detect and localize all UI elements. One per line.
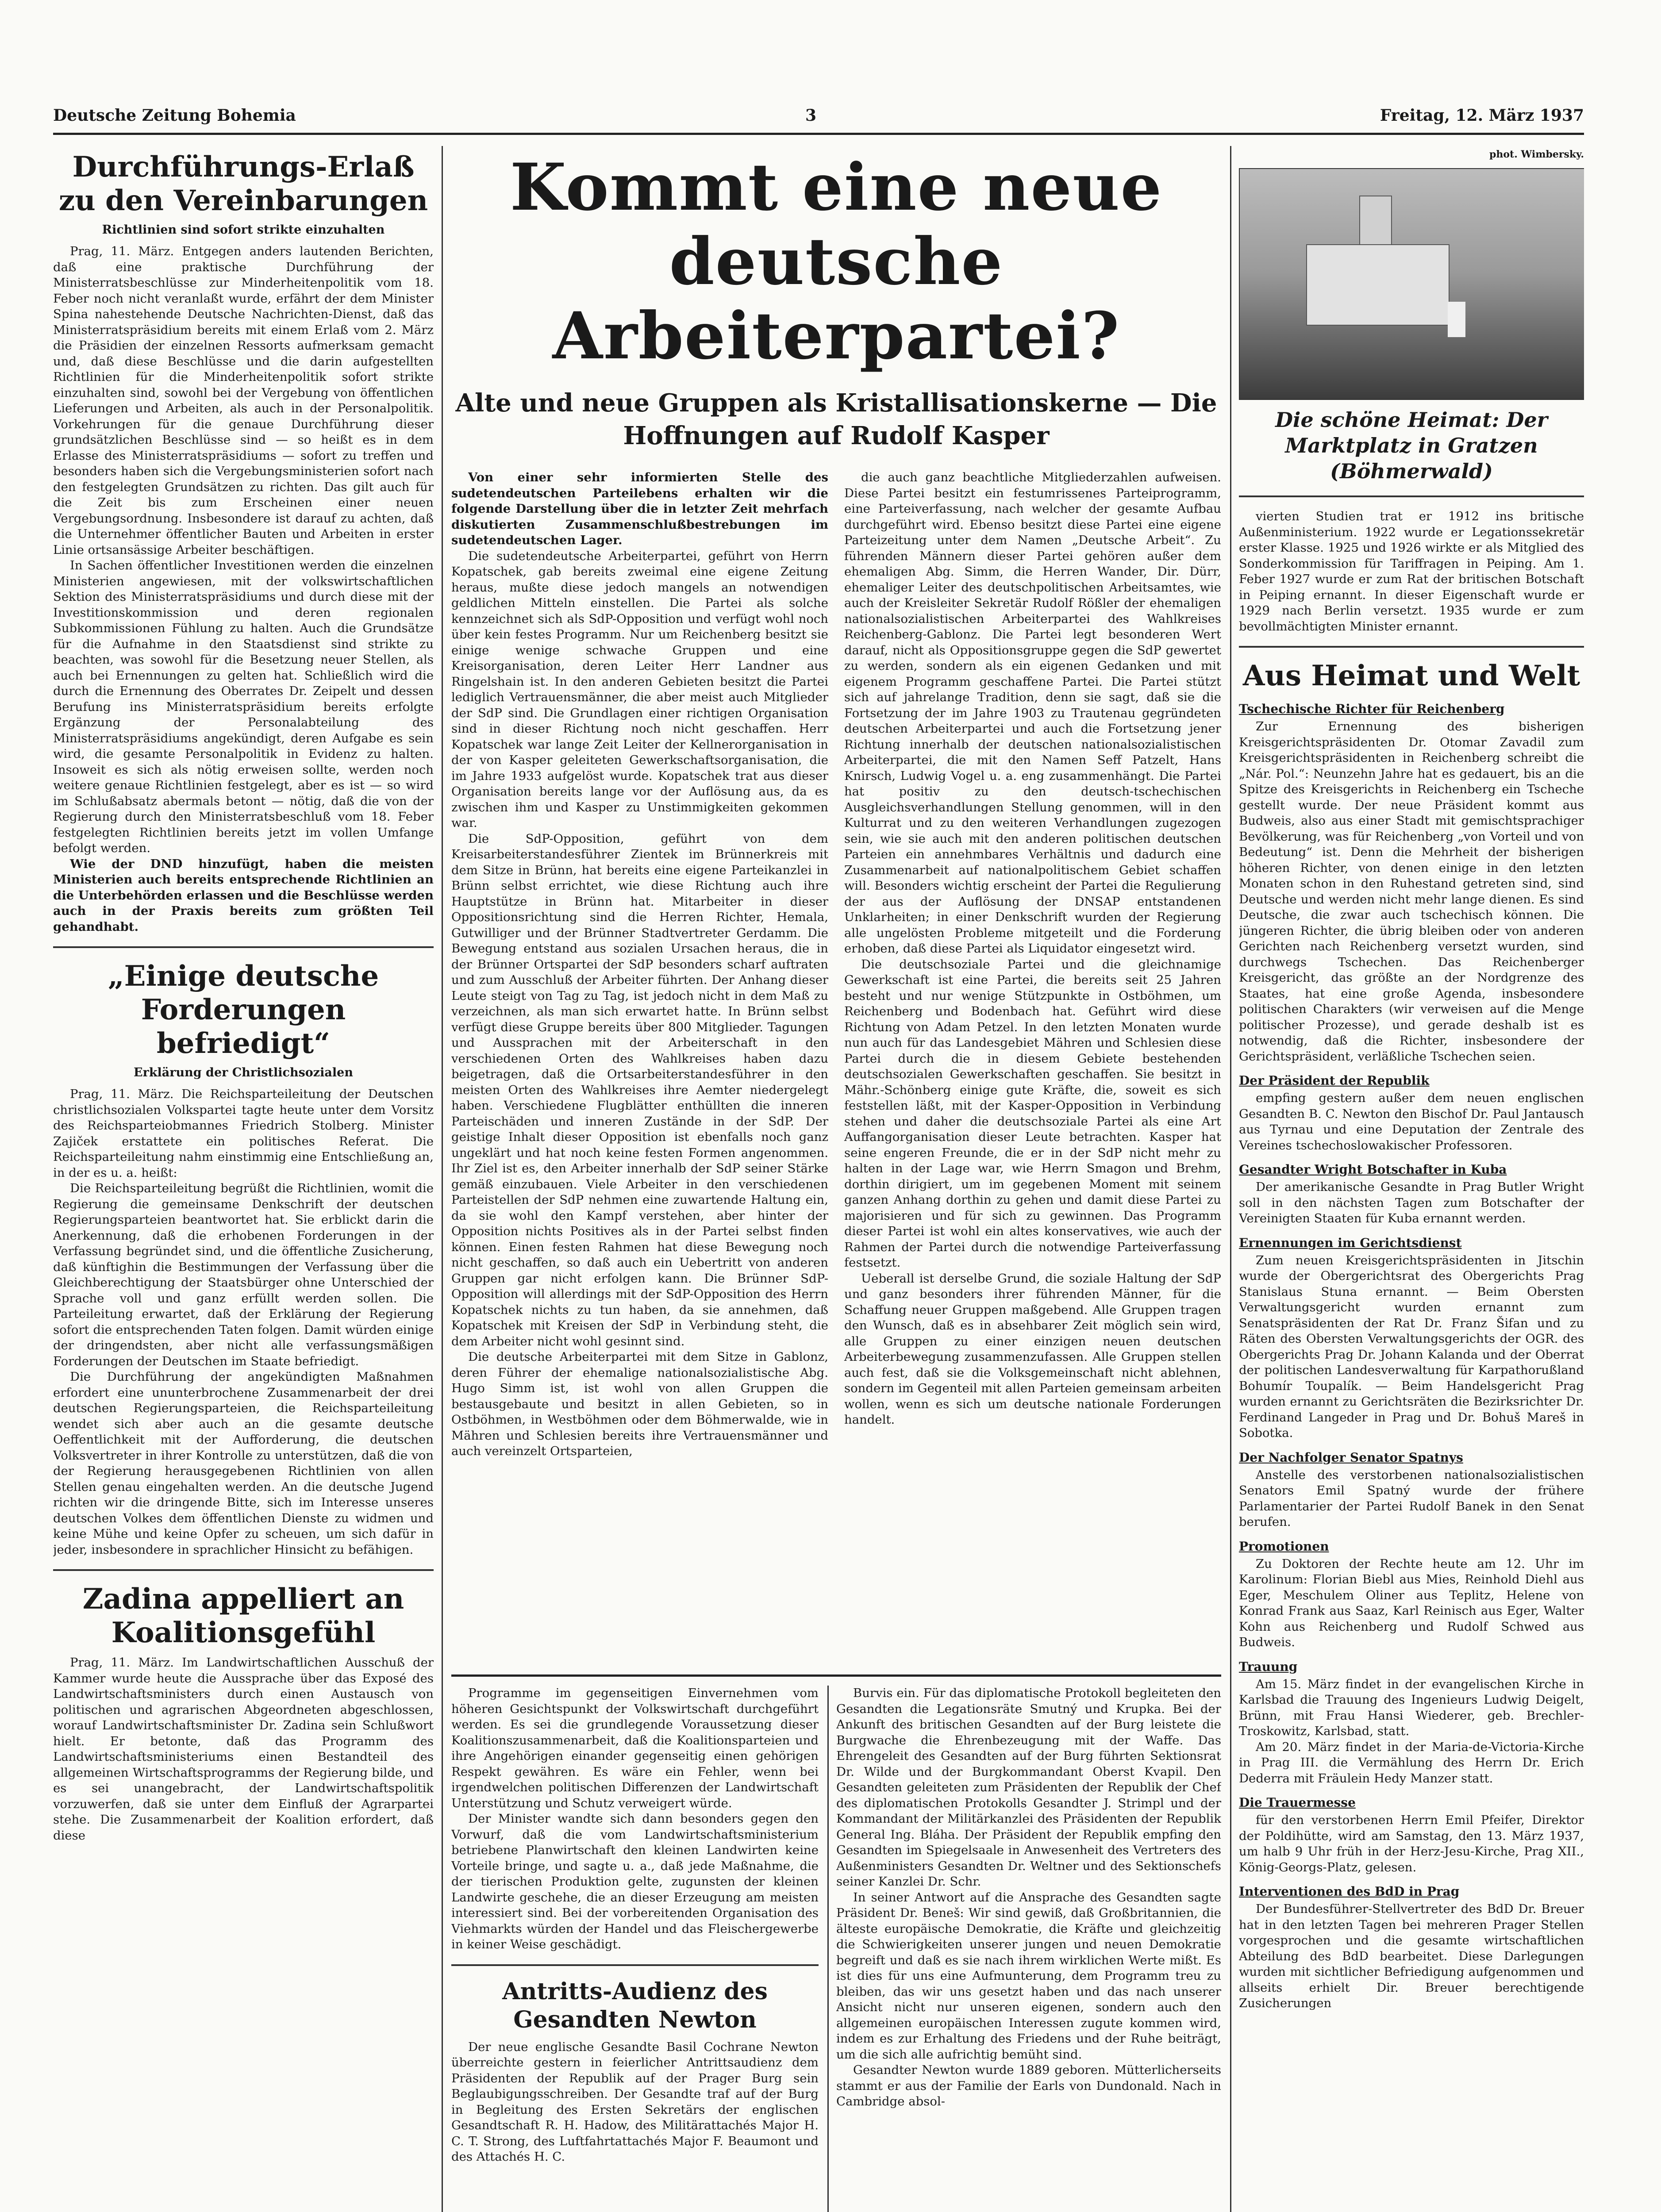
divider: [1239, 495, 1584, 497]
photo-tower: [1359, 196, 1392, 250]
article-paragraph: Die deutschsoziale Partei und die gleichnamige Gewerkschaft ist eine Partei, die bereits seit 25 Jahren besteht und nur wenige Stützpunkte in Ostböhmen, um Reichenberg und Bodenbach hat. Geführt wird diese Richtung von Adam Petzel. In den letzten Monaten wurde nun auch für das Landesgebiet Mähren und Schlesien diese Partei durch die in diesem Gebiete bestehenden deutschsozialen Gewerkschaften geschaffen. Sie besitzt in Mähr.-Schönberg einige gute Kräfte, die, soweit es sich feststellen läßt, mit der Kasper-Opposition in Verbindung stehen und daher die deutschsoziale Partei als eine Art Auffangorganisation dieser Leute betrachten. Kasper hat seine engeren Freunde, die er in der SdP nicht mehr zu halten in der Lage war, wie Herrn Smagon und Brehm, dorthin dirigiert, um im gegebenen Moment mit seinem ganzen Anhang dorthin zu gehen und damit diese Partei zu majorisieren und für sich zu gewinnen. Das Programm dieser Partei ist wohl ein altes konservatives, wie auch der Rahmen der Partei durch die notwendige Parteiverfassung festsetzt.: [844, 957, 1221, 1270]
article-paragraph: Ueberall ist derselbe Grund, die soziale Haltung der SdP und ganz besonders ihrer führenden Männer, für die Schaffung neuer Gruppen maßgebend. Alle Gruppen tragen den Wunsch, daß es in absehbarer Zeit möglich sein wird, alle Gruppen zu einer einzigen neuen deutschen Arbeiterbewegung zusammenzufassen. Alle Gruppen stellen auch fest, daß sie die Volksgemeinschaft nicht ablehnen, sondern im Gegenteil mit allen Parteien gemeinsam arbeiten wollen, wenn es sich um deutsche nationale Forderungen handelt.: [844, 1271, 1221, 1427]
article-paragraph: Der neue englische Gesandte Basil Cochrane Newton überreichte gestern in feierlicher Antrittsaudienz dem Präsidenten der Republik auf der Prager Burg sein Beglaubigungsschreiben. Der Gesandte traf auf der Burg in Begleitung des Ersten Sekretärs der englischen Gesandtschaft R. H. Hadow, des Militärattachés Major H. C. T. Strong, des Luftfahrtattachés Major F. Beaumont und des Attachés H. C.: [451, 2039, 819, 2164]
news-item-head: Interventionen des BdD in Prag: [1239, 1884, 1460, 1899]
news-item-text: Am 15. März findet in der evangelischen Kirche in Karlsbad die Trauung des Ingenieurs Ludwig Deigelt, Brünn, mit Frau Hansi Wiederer, geb. Brechler-Troskowitz, Karlsbad, statt.: [1239, 1677, 1584, 1738]
article-paragraph: Prag, 11. März. Die Reichsparteileitung der Deutschen christlichsozialen Volkspartei tagte heute unter dem Vorsitz des Reichsparteiobmannes Friedrich Stolberg. Minister Zajiček erstattete ein politisches Referat. Die Reichsparteileitung nahm einstimmig eine Entschließung an, in der es u. a. heißt:: [53, 1087, 434, 1180]
article-paragraph: Prag, 11. März. Im Landwirtschaftlichen Ausschuß der Kammer wurde heute die Aussprache über das Exposé des Landwirtschaftsministers durch einen Austausch von politischen und agrarischen Abgeordneten abgeschlossen, worauf Landwirtschaftsminister Dr. Zadina sein Schlußwort hielt. Er betonte, daß das Programm des Landwirtschaftsministeriums einen Bestandteil des allgemeinen Wirtschaftsprogramms der Regierung bilde, und es sei unangebracht, der Landwirtschaftspolitik vorzuwerfen, daß sie unter dem Einfluß der Agrarpartei stehe. Die Zusammenarbeit der Koalition erfordert, daß diese: [53, 1655, 434, 1843]
feature-article: [451, 146, 1221, 1663]
article-paragraph: Die sudetendeutsche Arbeiterpartei, geführt von Herrn Kopatschek, gab bereits zweimal eine eigene Zeitung heraus, mußte diese jedoch mangels an notwendigen geldlichen Mitteln einstellen. Die Partei als solche kennzeichnet sich als SdP-Opposition und verfügt wohl noch über kein festes Programm. Nur um Reichenberg besitzt sie einige wenige schwache Gruppen und eine Kreisorganisation, deren Leiter Herr Landner aus Ringelshain ist. In den anderen Gebieten besitzt die Partei lediglich Vertrauensmänner, die aber meist auch Mitglieder der SdP sind. Die Grundlagen einer richtigen Organisation sind in dieser Richtung noch nicht geschaffen. Herr Kopatschek war lange Zeit Leiter der Kellnerorganisation in der von Kasper geleiteten Gewerkschaftsorganisation, die im Jahre 1933 aufgelöst wurde. Kopatschek trat aus dieser Organisation bereits lange vor der Auflösung aus, da es zwischen ihm und Kasper zu Unstimmigkeiten gekommen war.: [451, 549, 828, 830]
photo-building: [1306, 244, 1450, 326]
news-item-text: Anstelle des verstorbenen nationalsozialistischen Senators Emil Spatný wurde der frühere Parlamentarier der Partei Rudolf Banek in den Senat berufen.: [1239, 1467, 1584, 1529]
news-item-head: Der Präsident der Republik: [1239, 1073, 1430, 1088]
news-item-text: Zum neuen Kreisgerichtspräsidenten in Jitschin wurde der Obergerichtsrat des Obergerichts Prag Stanislaus Stuna ernannt. — Beim Obersten Verwaltungsgericht wurden ernannt zum Senatspräsidenten der Rat Dr. Franz Šifan und zu Räten des Obersten Verwaltungsgerichts der OGR. des Obergerichts Prag Dr. Johann Kalanda und der Oberrat der politischen Landesverwaltung für Karpathorußland Bohumír Toupalík. — Beim Handelsgericht Prag wurden ernannt zu Gerichtsräten die Bezirksrichter Dr. Ferdinand Langeder in Prag und Dr. Bohuš Mareš in Sobotka.: [1239, 1253, 1584, 1440]
news-item-text: Zur Ernennung des bisherigen Kreisgerichtspräsidenten Dr. Otomar Zavadil zum Kreisgerichtspräsidenten in Reichenberg schreibt die „Nár. Pol.“: Neunzehn Jahre hat es gedauert, bis an die Spitze des Kreisgerichts in Reichenberg ein Tscheche gestellt wurde. Der neue Präsident kommt aus Budweis, also aus einer Stadt mit gemischtsprachiger Bevölkerung, was für Reichenberg „von Vorteil und von Bedeutung“ ist. Denn die Mehrheit der bisherigen höheren Richter, von denen einige in den letzten Monaten schon in den Ruhestand getreten sind, sind Deutsche und werden nicht mehr lange dienen. Es sind Deutsche, die zwar auch tschechisch können. Die jüngeren Richter, die übrig bleiben oder von anderen Gerichten nach Reichenberg versetzt wurden, sind durchwegs Tschechen. Das Reichenberger Kreisgericht, das größte an der Nordgrenze des Staates, hat eine große Agenda, insbesondere politischen Charakters (wir verweisen auf die Menge politischer Prozesse), und gerade deshalb ist es notwendig, daß die Richter, insbesondere der Gerichtspräsident, verläßliche Tschechen seien.: [1239, 719, 1584, 1064]
article-paragraph: Gesandter Newton wurde 1889 geboren. Mütterlicherseits stammt er aus der Familie der Earls von Dundonald. Nach in Cambridge absol-: [836, 2063, 1221, 2108]
news-item-head: Promotionen: [1239, 1539, 1329, 1554]
feature-subcolumn-right: [844, 470, 1221, 1459]
news-item-head: Die Trauermesse: [1239, 1795, 1356, 1810]
lower-left-block: [451, 1686, 819, 2212]
news-item-text: Der amerikanische Gesandte in Prag Butler Wright soll in den nächsten Tagen zum Botschafter der Vereinigten Staaten für Kuba ernannt werden.: [1239, 1180, 1584, 1225]
article-paragraph: Der Minister wandte sich dann besonders gegen den Vorwurf, daß die vom Landwirtschaftsministerium betriebene Planwirtschaft den kleinen Landwirten keine Vorteile bringe, und sagte u. a., daß jede Maßnahme, die der tierischen Produktion gelte, zugunsten der kleinen Landwirte geschehe, die an dieser Erzeugung am meisten interessiert sind. Bei der vorbereitenden Organisation des Viehmarkts würden der Handel und das Fleischergewerbe in keiner Weise geschädigt.: [451, 1812, 819, 1951]
issue-date: Freitag, 12. März 1937: [1380, 106, 1584, 125]
divider: [451, 1964, 819, 1966]
article-kicker: Erklärung der Christlichsozialen: [134, 1066, 353, 1079]
article-paragraph: Die deutsche Arbeiterpartei mit dem Sitze in Gablonz, deren Führer der ehemalige nationalsozialistische Abg. Hugo Simm ist, ist wohl von allen Gruppen die bestausgebaute und besitzt in allen Gebieten, so in Ostböhmen, in Westböhmen oder dem Böhmerwalde, wie in Mähren und Schlesien bereits ihre Vertrauensmänner und auch vereinzelt Ortsparteien,: [451, 1350, 828, 1458]
news-item-text: für den verstorbenen Herrn Emil Pfeifer, Direktor der Poldihütte, wird am Samstag, den 13. März 1937, um halb 9 Uhr früh in der Herz-Jesu-Kirche, Prag XII., König-Georgs-Platz, gelesen.: [1239, 1813, 1584, 1874]
photo-caption: Die schöne Heimat: Der Marktplatz in Gratzen (Böhmerwald): [1275, 408, 1548, 483]
news-item-head: Ernennungen im Gerichtsdienst: [1239, 1235, 1462, 1250]
article-title: „Einige deutsche Forderungen befriedigt“: [108, 960, 379, 1060]
article-paragraph: Wie der DND hinzufügt, haben die meisten Ministerien auch bereits entsprechende Richtlinien an die Unterbehörden erlassen und die Beschlüsse werden auch in der Praxis bereits zum größten Teil gehandhabt.: [53, 856, 434, 934]
news-item-head: Der Nachfolger Senator Spatnys: [1239, 1450, 1463, 1465]
article-paragraph: Programme im gegenseitigen Einvernehmen vom höheren Gesichtspunkt der Volkswirtschaft durchgeführt werden. Es sei die grundlegende Voraussetzung dieser Koalitionszusammenarbeit, daß die Koalitionsparteien und ihre Angehörigen einander gegenseitig einen gehörigen Respekt gewähren. Es wäre ein Fehler, wenn bei irgendwelchen politischen Differenzen der Landwirtschaft Unterstützung und Schutz verweigert würde.: [451, 1686, 819, 1810]
photo-credit: phot. Wimbersky.: [1489, 149, 1584, 160]
article-paragraph: Prag, 11. März. Entgegen anders lautenden Berichten, daß eine praktische Durchführung der Ministerratsbeschlüsse zur Minderheitenpolitik vom 18. Feber noch nicht veranlaßt wurde, erfährt der dem Minister Spina nahestehende Deutsche Nachrichten-Dienst, daß das Ministerratspräsidium bereits mit einem Erlaß vom 2. März die Präsidien der einzelnen Ressorts aufmerksam gemacht und, daß diese Beschlüsse und die darin aufgestellten Richtlinien für die Minderheitenpolitik sofort strikte einzuhalten sind, sowohl bei der Vergebung von öffentlichen Lieferungen und Arbeiten, als auch in der Personalpolitik. Vorkehrungen für die genaue Durchführung dieser grundsätzlichen Beschlüsse sind — so heißt es in dem Erlasse des Ministerratspräsidiums — sofort zu treffen und besonders haben sich die Vergebungsministerien sofort nach den festgelegten Grundsätzen zu richten. Das gilt auch für die Zeit bis zum Erscheinen einer neuen Vergebungsordnung. Insbesondere ist darauf zu achten, daß die Unternehmer öffentlicher Bauten und Arbeiten in erster Linie ortsansässige Arbeiter beschäftigen.: [53, 244, 434, 557]
page-number: 3: [805, 106, 817, 125]
article-intro: Von einer sehr informierten Stelle des sudetendeutschen Parteilebens erhalten wir die folgende Darstellung über die in letzter Zeit mehrfach diskutierten Zusammenschlußbestrebungen im sudetendeutschen Lager.: [451, 470, 828, 547]
feature-subheadline: Alte und neue Gruppen als Kristallisationskerne — Die Hoffnungen auf Rudolf Kasper: [455, 388, 1217, 450]
column-rule: [442, 146, 443, 2212]
column-rule: [1230, 146, 1231, 2212]
masthead-name: Deutsche Zeitung Bohemia: [53, 106, 296, 125]
article-paragraph: Die Reichsparteileitung begrüßt die Richtlinien, womit die Regierung die gemeinsame Denkschrift der deutschen Regierungsparteien beantwortet hat. Sie erblickt darin die Anerkennung, daß die erhobenen Forderungen in der Verfassung begründet sind, und die öffentliche Zusicherung, daß künftighin die Bestimmungen der Verfassung über die Gleichberechtigung der Staatsbürger ohne Unterschied der Sprache voll und ganz erfüllt werden sollen. Die Parteileitung erwartet, daß der Erklärung der Regierung sofort die entsprechenden Taten folgen. Damit würden einige der dringendsten, aber nicht alle verfassungsmäßigen Forderungen der Deutschen im Staate befriedigt.: [53, 1181, 434, 1368]
divider: [53, 1569, 434, 1571]
feature-headline: Kommt eine neue deutsche Arbeiterpartei?: [510, 150, 1163, 374]
article-paragraph: Burvis ein. Für das diplomatische Protokoll begleiteten den Gesandten die Legationsräte Smutný und Krupka. Bei der Ankunft des britischen Gesandten auf der Burg leistete die Burgwache die Ehrenbezeugung mit der Waffe. Das Ehrengeleit des Gesandten auf der Burg führten Sektionsrat Dr. Wilde und der Burgkommandant Oberst Kvapil. Den Gesandten geleiteten zum Präsidenten der Republik der Chef des diplomatischen Protokolls Gesandter J. Strimpl und der Kommandant der Militärkanzlei des Präsidenten der Republik General Ing. Bláha. Der Präsident der Republik empfing den Gesandten im Spiegelsaale in Anwesenheit des Vertreters des Außenministers Gesandten Dr. Weltner und des Sektionschefs seiner Kanzlei Dr. Schr.: [836, 1686, 1221, 1889]
feature-body: [451, 470, 1221, 1459]
article-paragraph: In seiner Antwort auf die Ansprache des Gesandten sagte Präsident Dr. Beneš: Wir sind gewiß, daß Großbritannien, die älteste europäische Demokratie, die Kräfte und gleichzeitig die Schwierigkeiten unserer jungen und neuen Demokratie begreift und daß es sie nach ihrem wirklichen Werte mißt. Es ist dies für uns eine Aufmunterung, dem Programm treu zu bleiben, das wir uns gesetzt haben und das nach unserer Ansicht nicht nur unseren eigenen, sondern auch den allgemeinen europäischen Interessen zugute kommen wird, indem es zur Erhaltung des Friedens und der Ruhe beiträgt, um die sich alle aufrichtig bemüht sind.: [836, 1890, 1221, 2062]
news-item-head: Tschechische Richter für Reichenberg: [1239, 702, 1505, 716]
article-title: Zadina appelliert an Koalitionsgefühl: [82, 1582, 404, 1649]
section-rule: [451, 1674, 1221, 1677]
left-column: [53, 146, 434, 2212]
divider: [53, 946, 434, 948]
article-title: Durchführungs-Erlaß zu den Vereinbarungen: [58, 150, 428, 217]
news-item-head: Trauung: [1239, 1659, 1298, 1674]
news-item-head: Gesandter Wright Botschafter in Kuba: [1239, 1162, 1507, 1177]
right-column: [1239, 146, 1584, 2212]
news-item-text: Zu Doktoren der Rechte heute am 12. Uhr im Karolinum: Florian Biebl aus Mies, Reinhold Diehl aus Eger, Meschulem Oliner aus Teplitz, Helene von Konrad Frank aus Saaz, Karl Reinisch aus Eger, Walter Kohn aus Reichenberg und Rudolf Schwed aus Budweis.: [1239, 1556, 1584, 1649]
article-paragraph: vierten Studien trat er 1912 ins britische Außenministerium. 1922 wurde er Legationssekretär erster Klasse. 1925 und 1926 wirkte er als Mitglied des Sonderkommission für Tariffragen in Peiping. Am 1. Feber 1927 wurde er zum Rat der britischen Botschaft in Peiping ernannt. In dieser Eigenschaft wurde er 1929 nach Berlin versetzt. 1935 wurde er zum bevollmächtigten Minister ernannt.: [1239, 509, 1584, 634]
column-rule: [827, 1686, 829, 2212]
lower-right-block: [836, 1686, 1221, 2212]
divider: [1239, 646, 1584, 648]
article-kicker: Richtlinien sind sofort strikte einzuhalten: [102, 223, 385, 237]
article-title: Antritts-Audienz des Gesandten Newton: [502, 1978, 768, 2033]
newspaper-page: [53, 102, 1584, 2212]
photo-fountain: [1448, 302, 1465, 337]
news-item-text: Der Bundesführer-Stellvertreter des BdD Dr. Breuer hat in den letzten Tagen bei mehreren Prager Stellen vorgesprochen und die gesamte wirtschaftlichen Abteilung des BdD bearbeitet. Diese Darlegungen wurden mit sichtlicher Befriedigung aufgenommen und allseits erhielt Dir. Breuer berechtigende Zusicherungen: [1239, 1902, 1584, 2010]
article-paragraph: In Sachen öffentlicher Investitionen werden die einzelnen Ministerien angewiesen, mit der volkswirtschaftlichen Sektion des Ministerratspräsidiums und durch diese mit der Investitionskommission und deren regionalen Subkommissionen Fühlung zu halten. Auch die Grundsätze für die Aufnahme in den Staatsdienst sind strikte zu beachten, was sowohl für die Besetzung neuer Stellen, als auch bei Ernennungen zu gelten hat. Schließlich wird die durch die Ernennung des Oberrates Dr. Zeipelt und dessen Berufung ins Ministerratspräsidium bereits erfolgte Ergänzung der Personalabteilung des Ministerratspräsidiums angekündigt, deren Aufgabe es sein wird, die gesamte Personalpolitik in Evidenz zu halten. Insoweit es sich als nötig erweisen sollte, werden noch weitere genaue Richtlinien festgelegt, aber es ist — so wird im Schlußabsatz abermals betont — nötig, daß die von der Regierung durch den Ministerratsbeschluß vom 18. Feber festgelegten Richtlinien bereits jetzt im vollen Umfange befolgt werden.: [53, 558, 434, 855]
section-title: Aus Heimat und Welt: [1242, 659, 1580, 692]
town-square-photo: [1239, 168, 1584, 400]
news-item-text: Am 20. März findet in der Maria-de-Victoria-Kirche in Prag III. die Vermählung des Herrn Dr. Erich Dederra mit Fräulein Hedy Manzer statt.: [1239, 1740, 1584, 1786]
feature-subcolumn-left: [451, 470, 828, 1459]
page-folio: [53, 102, 1584, 135]
article-paragraph: Die Durchführung der angekündigten Maßnahmen erfordert eine ununterbrochene Zusammenarbeit der drei deutschen Regierungsparteien, die Reichsparteileitung wendet sich aber auch an die gesamte deutsche Oeffentlichkeit mit der Aufforderung, die deutschen Volksvertreter in ihrer Kontrolle zu unterstützen, daß die von der Regierung herausgegebenen Richtlinien von allen Stellen genau eingehalten werden. An die deutsche Jugend richten wir die dringende Bitte, sich im Interesse unseres deutschen Volkes dem öffentlichen Dienste zu widmen und keine Mühe und keine Opfer zu scheuen, um sich dafür in jeder, insbesondere in sprachlicher Hinsicht zu befähigen.: [53, 1370, 434, 1557]
article-paragraph: Die SdP-Opposition, geführt von dem Kreisarbeiterstandesführer Zientek im Brünnerkreis mit dem Sitze in Brünn, hat bereits eine eigene Parteikanzlei in Brünn selbst errichtet, wie diese Richtung auch ihre Hauptstütze in Brünn hat. Mitarbeiter in dieser Oppositionsrichtung sind die Herren Richter, Hemala, Gutwilliger und der Brünner Stadtvertreter Gerdamm. Die Bewegung entstand aus sozialen Ursachen heraus, die in der Brünner Ortspartei der SdP besonders scharf auftraten und zum Ausschluß der Arbeiter führten. Der Anhang dieser Leute steigt von Tag zu Tag, ist jedoch nicht in dem Maß zu verzeichnen, als man sich erwartet hatte. In Brünn selbst verfügt diese Gruppe bereits über 800 Mitglieder. Tagungen und Aussprachen mit der Arbeiterschaft in den verschiedenen Orten des Wahlkreises haben dazu beigetragen, daß die Ortsarbeiterstandesführer in den meisten Orten des Wahlkreises ihre Aemter niedergelegt haben. Verschiedene Flugblätter enthüllten die inneren Parteischäden und inneren Zustände in der SdP. Der geistige Inhalt dieser Opposition ist ebenfalls noch ganz ungeklärt und hat noch keine festen Formen angenommen. Ihr Ziel ist es, den Arbeiter innerhalb der SdP seiner Stärke gemäß einzubauen. Viele Arbeiter in den verschiedenen Parteistellen der SdP nehmen eine zuwartende Haltung ein, da sie wohl den Kampf verstehen, aber hinter der Opposition nichts Positives als in der Partei selbst finden können. Einen festen Rahmen hat diese Bewegung noch nicht geschaffen, so daß auch ein Uebertritt von anderen Gruppen gar nicht erfolgen kann. Die Brünner SdP-Opposition will allerdings mit der SdP-Opposition des Herrn Kopatschek nichts zu tun haben, da sie annehmen, daß Kopatschek mit Kreisen der SdP in Verbindung steht, die dem Arbeiter nicht wohl gesinnt sind.: [451, 831, 828, 1348]
article-paragraph: die auch ganz beachtliche Mitgliederzahlen aufweisen. Diese Partei besitzt ein festumrissenes Parteiprogramm, eine Parteiverfassung, nach welcher der gesamte Aufbau durchgeführt wird. Ebenso besitzt diese Partei eine eigene Parteizeitung unter dem Namen „Deutsche Arbeit“. Zu führenden Männern dieser Partei gehören außer dem ehemaligen Abg. Simm, die Herren Wander, Dir. Dürr, ehemaliger Leiter des deutschpolitischen Arbeitsamtes, wie auch der Kreisleiter Sekretär Rudolf Rößler der ehemaligen nationalsozialistischen Arbeiterpartei des Wahlkreises Reichenberg-Gablonz. Die Partei legt besonderen Wert darauf, nicht als Oppositionsgruppe gegen die SdP gewertet zu werden, sondern als ein eigenen Gedanken und mit eigenem Programm geschaffene Partei. Die Partei stützt sich auf jahrelange Tradition, denn sie sagt, daß sie die Fortsetzung der im Jahre 1903 zu Trautenau gegründeten deutschen Arbeiterpartei und auch die Fortsetzung jener Richtung innerhalb der deutschen nationalsozialistischen Arbeiterpartei, die mit den Namen Seff Patzelt, Hans Knirsch, Ludwig Vogel u. a. eng zusammenhängt. Die Partei hat positiv zu den deutsch-tschechischen Ausgleichsverhandlungen Stellung genommen, will in den Kulturrat und zu den weiteren Verhandlungen zugezogen sein, wie sie auch mit den anderen politischen deutschen Parteien ein annehmbares Verhältnis und dadurch eine Zusammenarbeit auf nationalpolitischem Gebiet schaffen will. Besonders wichtig erscheint der Partei die Regulierung der aus der Auflösung der DNSAP entstandenen Unklarheiten; in einer Denkschrift wurden der Regierung alle ungelösten Probleme mitgeteilt und die Forderung erhoben, daß diese Partei als Liquidator eingesetzt wird.: [844, 470, 1221, 956]
news-item-text: empfing gestern außer dem neuen englischen Gesandten B. C. Newton den Bischof Dr. Paul Jantausch aus Tyrnau und eine Deputation der Zentrale des Vereines tschechoslowakischer Professoren.: [1239, 1091, 1584, 1152]
